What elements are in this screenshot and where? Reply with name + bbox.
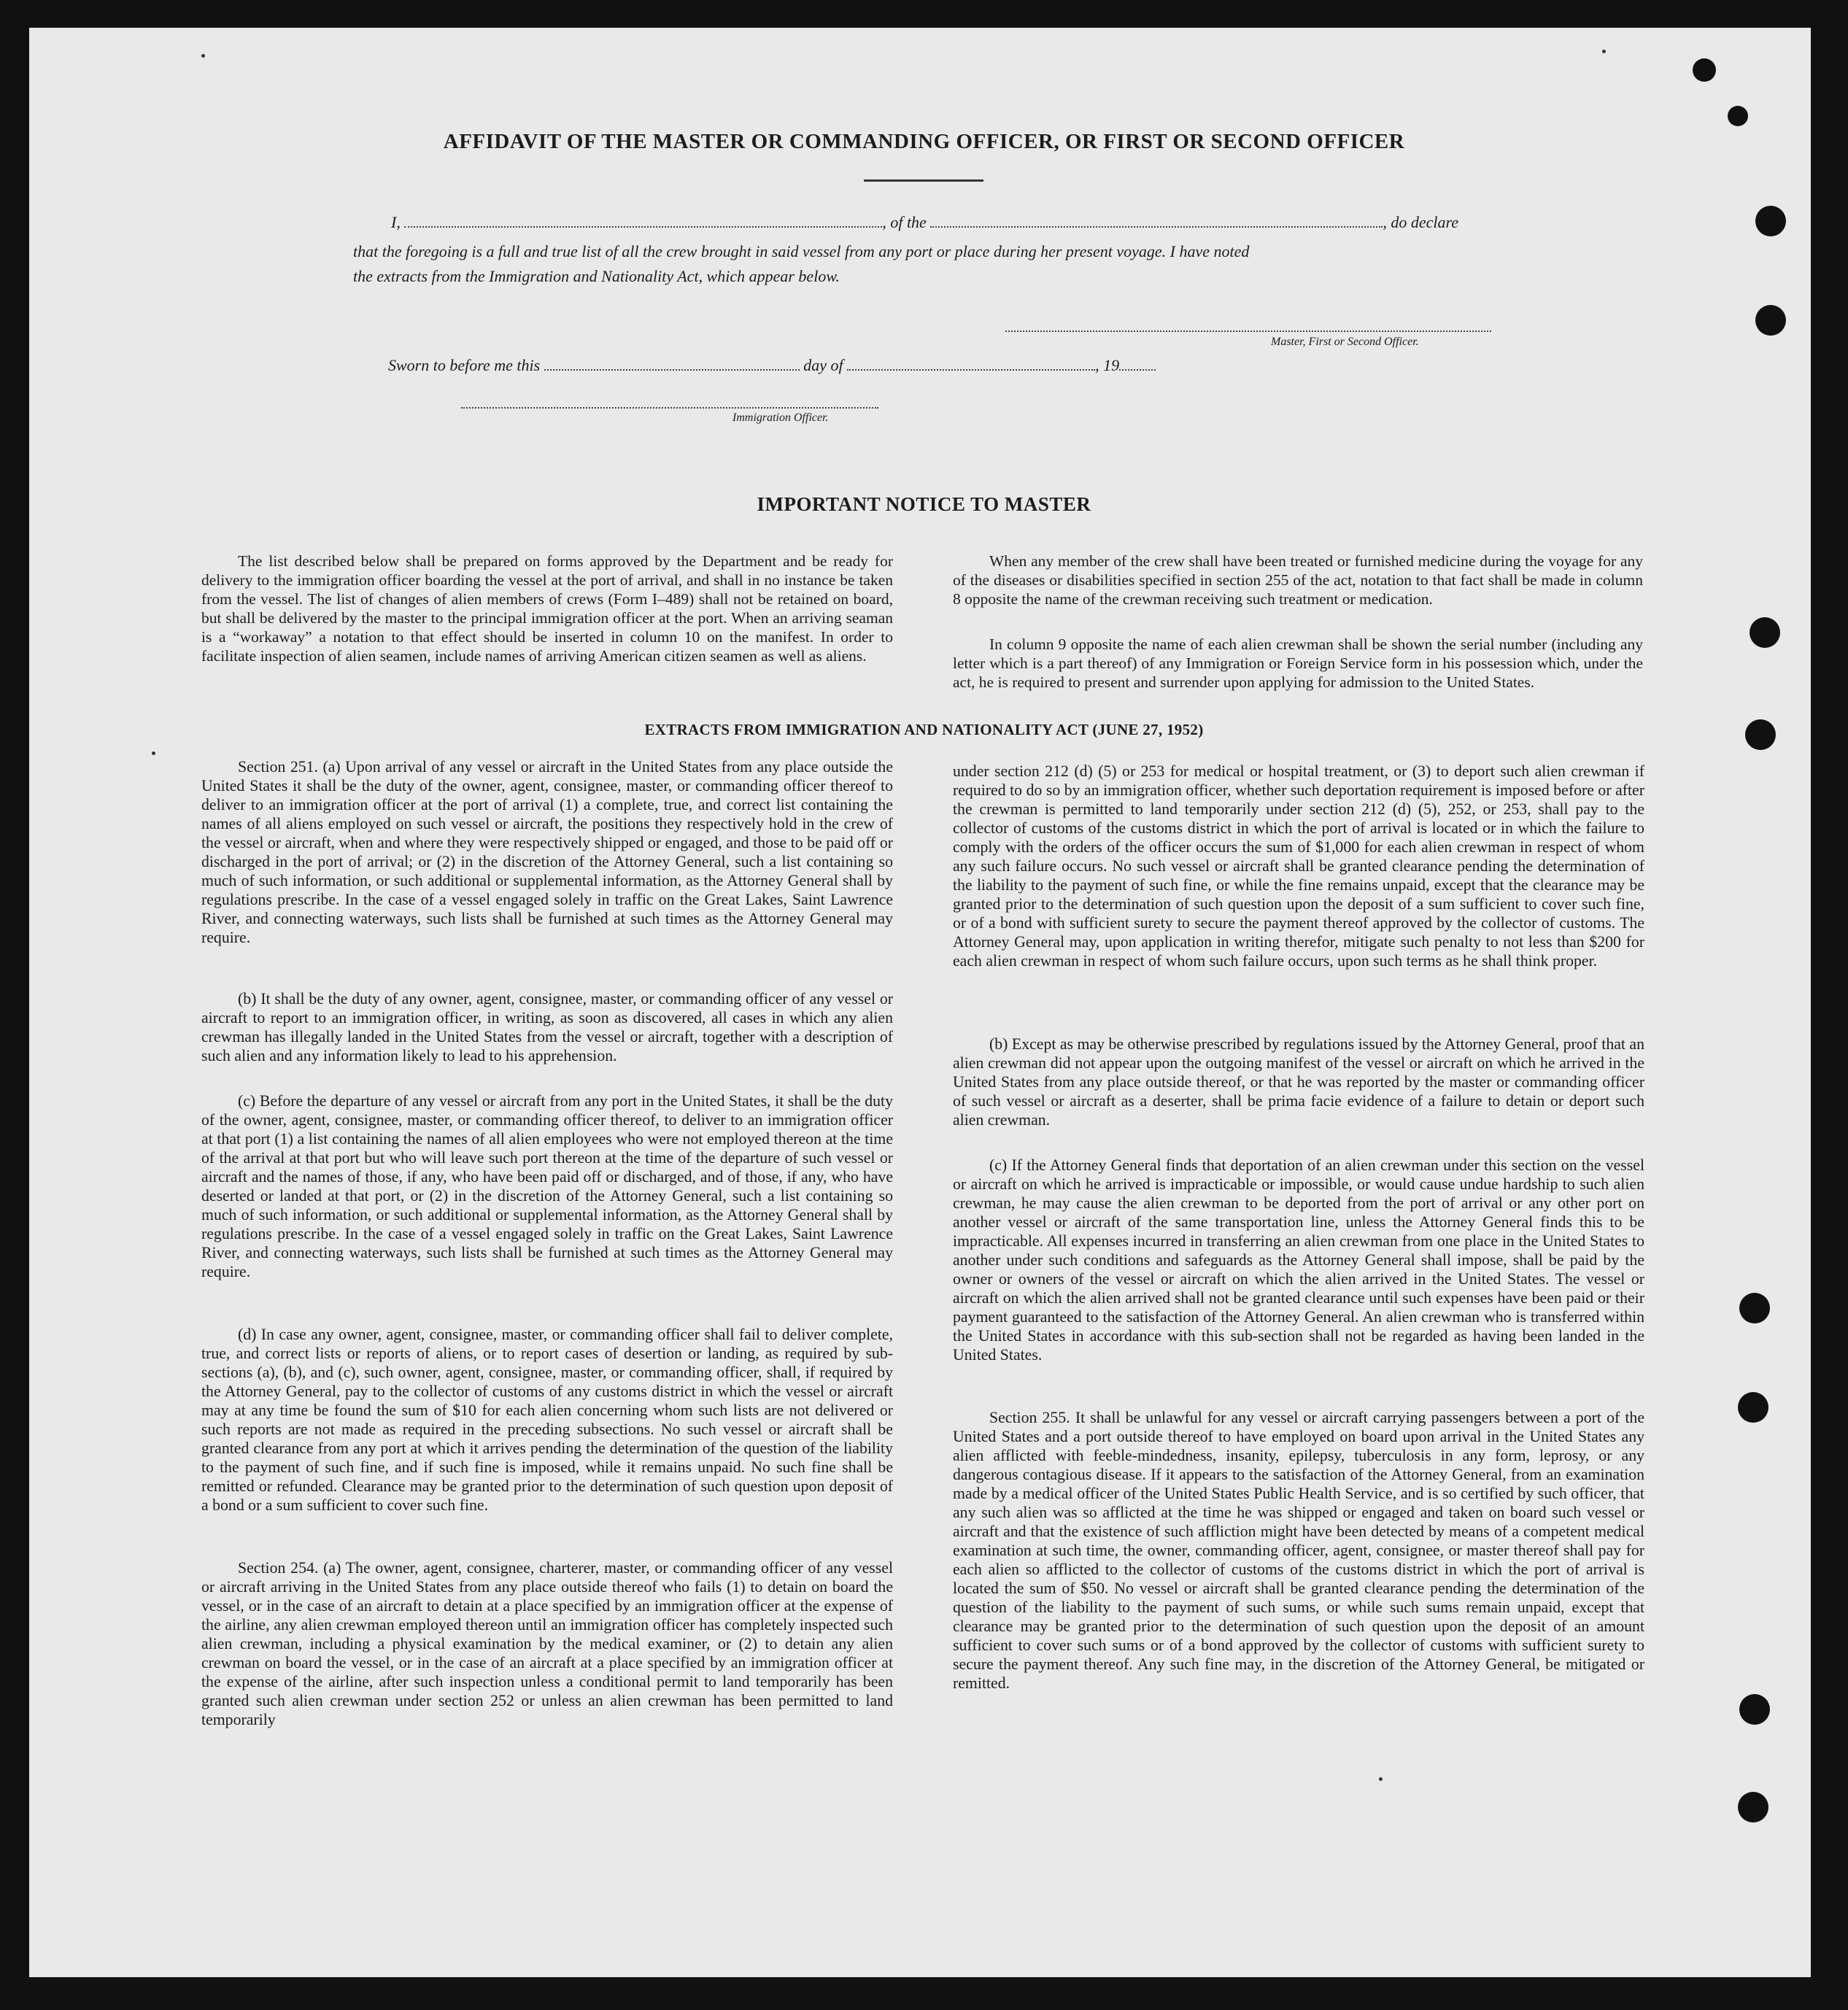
name-field[interactable] <box>404 216 882 228</box>
section-254-c: (c) If the Attorney General finds that deportation of an alien crewman under this section on the vessel or aircraft on which he arrived is impracticable or impossible, or would cause undue hardship to such alien crewman, he may cause the alien crewman to be deported from the port of arrival or any other port on another vessel or aircraft of the same transportation line, unless the Attorney General finds this to be impracticable. All expenses incurred in transferring an alien crewman from one place in the United States to another under such conditions and safeguards as the Attorney General shall impose, shall be paid by the owner or owners of the vessel or aircraft on which the alien arrived in the United States. The vessel or aircraft on which the alien arrived shall not be granted clearance until such expenses have been paid or their payment guaranteed to the satisfaction of the Attorney General. An alien crewman who is transferred within the United States in accordance with this sub-section shall not be regarded as having been landed in the United States. <box>953 1156 1644 1364</box>
speck <box>152 751 155 755</box>
sworn-year-field[interactable] <box>1119 359 1156 371</box>
speck <box>1602 50 1606 53</box>
section-251-b: (b) It shall be the duty of any owner, agent, consignee, master, or commanding officer of any vessel or aircraft to report to an immigration officer, in writing, as soon as discovered, all cases in which any alien crewman has illegally landed in the United States from the vessel or aircraft, together with a description of such alien and any information likely to lead to his apprehension. <box>201 990 893 1064</box>
master-signature-field[interactable] <box>1005 331 1491 332</box>
binder-hole <box>1739 1694 1770 1725</box>
binder-hole <box>1755 305 1786 336</box>
binder-hole <box>1755 206 1786 236</box>
section-254-a-continued: under section 212 (d) (5) or 253 for medical or hospital treatment, or (3) to deport such alien crewman if required to do so by an immigration officer, whether such deportation requirement is imposed before or after the crewman is permitted to land temporarily under section 212 (d) (5), 252, or 253, shall pay to the collector of customs of the customs district in which the port of arrival is located or in which the failure to comply with the orders of the officer occurs the sum of $1,000 for each alien crewman in respect of whom any such failure occurs. No such vessel or aircraft shall be granted clearance pending the determination of the liability to the payment of such fine, or while the fine remains unpaid, except that the clearance may be granted prior to the determination of such question upon the deposit of a sum sufficient to cover such fine, or of a bond with sufficient surety to secure the payment thereof approved by the collector of customs. The Attorney General may, upon application in writing therefor, mitigate such penalty to not less than $200 for each alien crewman in respect of whom such failure occurs, upon such terms as he shall think proper. <box>953 762 1644 970</box>
year-label: , 19 <box>1095 356 1120 374</box>
section-254-b: (b) Except as may be otherwise prescribed by regulations issued by the Attorney General, proof that an alien crewman did not appear upon the outgoing manifest of the vessel or aircraft on which he arrived in the United States from any place outside thereof, or that he was reported by the master or commanding officer of such vessel or aircraft as a deserter, shall be prima facie evidence of a failure to detain or deport such alien crewman. <box>953 1035 1644 1129</box>
binder-hole <box>1738 1792 1768 1822</box>
section-251-c: (c) Before the departure of any vessel or aircraft from any port in the United States, it shall be the duty of the owner, agent, consignee, master, or commanding officer thereof, to deliver to an immigration officer at that port (1) a list containing the names of all alien employees who were not employed thereon at the time of the arrival at that port but who will leave such port thereon at the time of the departure of such vessel or aircraft and the names of those, if any, who have been paid off or discharged, and of those, if any, who have deserted or landed at that port, or (2) in the discretion of the Attorney General, such a list containing so much of such information, or such additional or supplemental information, as the Attorney General shall by regulations prescribe. In the case of a vessel engaged solely in traffic on the Great Lakes, Saint Lawrence River, and connecting waterways, such lists shall be furnished at such times as the Attorney General may require. <box>201 1092 893 1280</box>
binder-hole <box>1739 1293 1770 1323</box>
sworn-label: Sworn to before me this <box>388 356 541 374</box>
binder-hole <box>1738 1392 1768 1423</box>
section-251-d: (d) In case any owner, agent, consignee, master, or commanding officer shall fail to deliver complete, true, and correct lists or reports of aliens, or to report cases of desertion or landing, as required by sub-sections (a), (b), and (c), such owner, agent, consignee, master, or commanding officer, shall, if required by the Attorney General, pay to the collector of customs of any customs district in which the vessel or aircraft may at any time be found the sum of $10 for each alien concerning whom such lists are not delivered or such reports are not made as required in the preceding subsections. No such vessel or aircraft shall be granted clearance from any port at which it arrives pending the determination of the question of the liability to the payment of such fine, and if such fine is imposed, while it remains unpaid. No such fine shall be remitted or refunded. Clearance may be granted prior to the determination of such question upon deposit of a bond or a sum sufficient to cover such fine. <box>201 1326 893 1514</box>
affidavit-title: AFFIDAVIT OF THE MASTER OR COMMANDING OFFICER, OR FIRST OR SECOND OFFICER <box>443 130 1405 153</box>
of-the-label: , of the <box>882 213 927 231</box>
declaration-line <box>391 213 1458 232</box>
binder-hole <box>1728 106 1748 126</box>
notice-title: IMPORTANT NOTICE TO MASTER <box>757 493 1091 515</box>
speck <box>1379 1777 1383 1781</box>
notice-right-paragraph-1: When any member of the crew shall have been treated or furnished medicine during the voyage for any of the diseases or disabilities specified in section 255 of the act, notation to that fact shall be made in column 8 opposite the name of the crewman receiving such treatment or medication. <box>953 552 1643 608</box>
extracts-title: EXTRACTS FROM IMMIGRATION AND NATIONALITY ACT (JUNE 27, 1952) <box>644 721 1204 738</box>
section-251-a: Section 251. (a) Upon arrival of any vessel or aircraft in the United States from any place outside the United States it shall be the duty of the owner, agent, consignee, master, or commanding officer thereof to deliver to an immigration officer at the port of arrival (1) a complete, true, and correct list containing the names of all aliens employed on such vessel or aircraft, the positions they respectively hold in the crew of the vessel or aircraft, when and where they were respectively shipped or engaged, and those to be paid off or discharged in the port of arrival; or (2) in the discretion of the Attorney General, such a list containing so much of such information, or such additional or supplemental information, as the Attorney General shall by regulations prescribe. In the case of a vessel engaged solely in traffic on the Great Lakes, Saint Lawrence River, and connecting waterways, such lists shall be furnished at such times as the Attorney General may require. <box>201 758 893 946</box>
binder-hole <box>1750 617 1780 648</box>
statement-line-2: the extracts from the Immigration and Nationality Act, which appear below. <box>353 267 840 285</box>
notice-left-paragraph: The list described below shall be prepared on forms approved by the Department and be ready for delivery to the immigration officer boarding the vessel at the port of arrival, and shall in no instance be taken from the vessel. The list of changes of alien members of crews (Form I–489) shall not be retained on board, but shall be delivered by the master to the principal immigration officer at the port. When an arriving seaman is a “workaway” a notation to that effect should be inserted in column 10 on the manifest. In order to facilitate inspection of alien seamen, include names of arriving American citizen seamen as well as aliens. <box>201 552 893 665</box>
do-declare-label: , do declare <box>1383 213 1458 231</box>
officer-caption: Immigration Officer. <box>732 411 829 424</box>
section-255: Section 255. It shall be unlawful for any vessel or aircraft carrying passengers between a port of the United States and a port outside thereof to have employed on board upon arrival in the United States any alien afflicted with feeble-mindedness, insanity, epilepsy, tuberculosis in any form, leprosy, or any dangerous contagious disease. If it appears to the satisfaction of the Attorney General, from an examination made by a medical officer of the United States Public Health Service, and is so certified by such officer, that any such alien was so afflicted at the time he was shipped or engaged and taken on board such vessel or aircraft and that the existence of such affliction might have been detected by means of a competent medical examination at such time, the owner, commanding officer, agent, consignee, or master thereof shall pay for each alien so afflicted to the collector of customs of the customs district in which the port of arrival is located the sum of $50. No vessel or aircraft shall be granted clearance pending the determination of the question of the liability to the payment of such sums, or while such sums remain unpaid, except that clearance may be granted prior to the determination of such question upon the deposit of an amount sufficient to cover such sums or of a bond approved by the collector of customs with sufficient surety to secure the payment thereof. Any such fine may, in the discretion of the Attorney General, be mitigated or remitted. <box>953 1409 1644 1692</box>
i-label: I, <box>391 213 401 231</box>
title-divider <box>864 179 983 182</box>
master-caption: Master, First or Second Officer. <box>1271 336 1419 348</box>
vessel-field[interactable] <box>930 216 1383 228</box>
binder-hole <box>1693 58 1716 82</box>
section-254-a: Section 254. (a) The owner, agent, consignee, charterer, master, or commanding officer of any vessel or aircraft arriving in the United States from any place outside thereof who fails (1) to detain on board the vessel, or in the case of an aircraft to detain at a place specified by an immigration officer at the expense of the airline, any alien crewman employed thereon until an immigration officer has completely inspected such alien crewman, including a physical examination by the medical examiner, or (2) to detain any alien crewman on board the vessel, or in the case of an aircraft at a place specified by an immigration officer at the expense of the airline, after such inspection unless a conditional permit to land temporarily has been granted such alien crewman under section 252 or unless an alien crewman has been permitted to land temporarily <box>201 1559 893 1728</box>
officer-signature-field[interactable] <box>461 407 878 409</box>
sworn-day-field[interactable] <box>544 359 800 371</box>
statement-line-1: that the foregoing is a full and true list of all the crew brought in said vessel from any port or place during her present voyage. I have noted <box>353 242 1250 260</box>
speck <box>201 54 205 58</box>
sworn-line <box>388 356 1156 375</box>
notice-right-paragraph-2: In column 9 opposite the name of each alien crewman shall be shown the serial number (including any letter which is a part thereof) of any Immigration or Foreign Service form in his possession which, under the act, he is required to present and surrender upon applying for admission to the United States. <box>953 635 1643 691</box>
sworn-month-field[interactable] <box>847 359 1095 371</box>
day-of-label: day of <box>803 356 843 374</box>
